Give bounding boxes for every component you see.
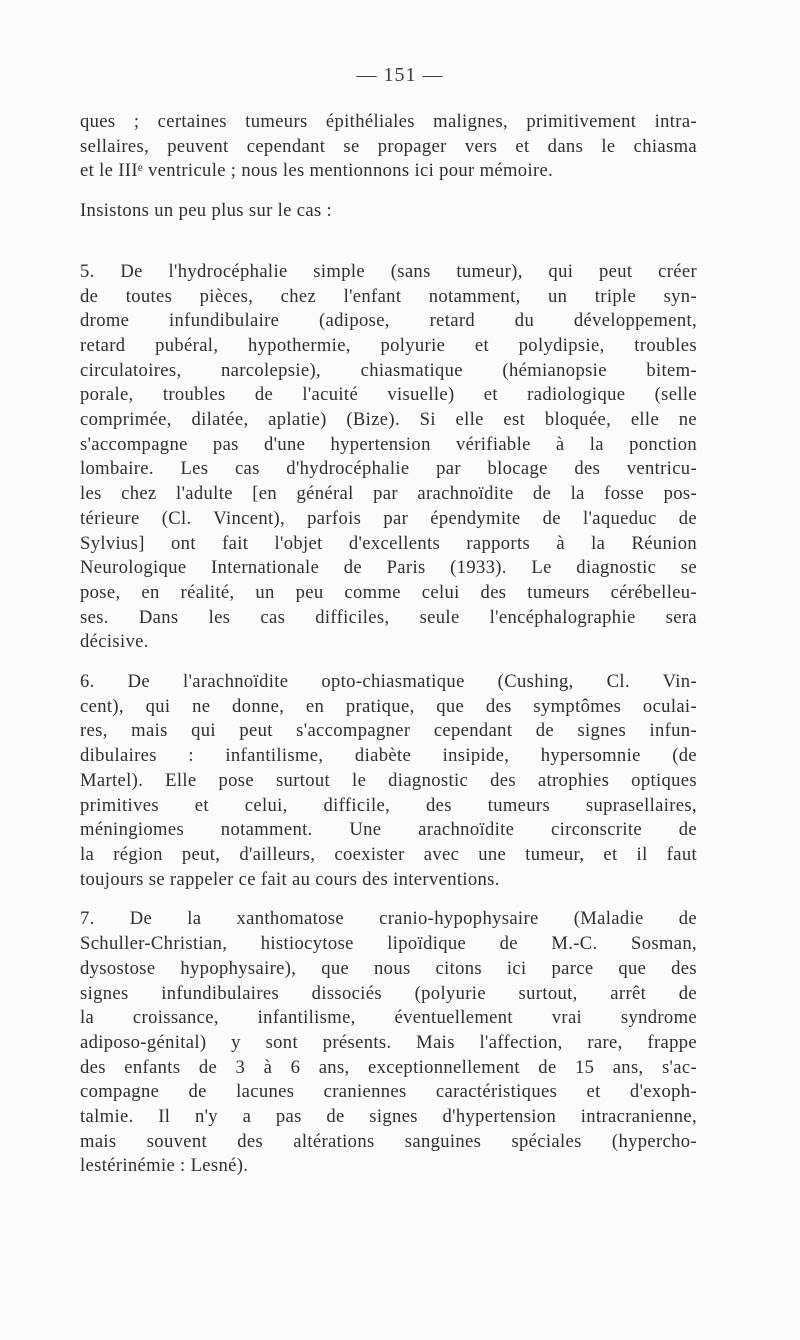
text-line: dibulaires : infantilisme, diabète insipide, hypersomnie (de — [80, 745, 697, 767]
text-line: circulatoires, narcolepsie), chiasmatique (hémianopsie bitem- — [80, 359, 697, 381]
text-line: Insistons un peu plus sur le cas : — [80, 200, 333, 222]
paragraph-intro — [80, 110, 697, 184]
text-line: la région peut, d'ailleurs, coexister avec une tumeur, et il faut — [80, 843, 697, 865]
text-line: méningiomes notamment. Une arachnoïdite circonscrite de — [80, 819, 697, 841]
text-line: Schuller-Christian, histiocytose lipoïdique de M.-C. Sosman, — [80, 933, 697, 955]
text-line: les chez l'adulte [en général par arachnoïdite de la fosse pos- — [80, 483, 697, 505]
text-line: sellaires, peuvent cependant se propager vers et dans le chiasma — [80, 135, 697, 157]
text-line: 5. De l'hydrocéphalie simple (sans tumeur), qui peut créer — [80, 260, 697, 282]
text-line: et le IIIᵉ ventricule ; nous les mentionnons ici pour mémoire. — [80, 160, 554, 182]
text-line: décisive. — [80, 631, 149, 653]
page-number: — 151 — — [356, 64, 444, 86]
text-line: 6. De l'arachnoïdite opto-chiasmatique (Cushing, Cl. Vin- — [80, 671, 697, 693]
text-line: térieure (Cl. Vincent), parfois par épendymite de l'aqueduc de — [80, 507, 697, 529]
text-line: toujours se rappeler ce fait au cours des interventions. — [80, 868, 500, 890]
paragraph-insistons — [80, 199, 697, 224]
text-line: des enfants de 3 à 6 ans, exceptionnellement de 15 ans, s'ac- — [80, 1056, 697, 1078]
text-line: talmie. Il n'y a pas de signes d'hypertension intracranienne, — [80, 1106, 697, 1128]
text-line: drome infundibulaire (adipose, retard du développement, — [80, 310, 697, 332]
text-line: Sylvius] ont fait l'objet d'excellents rapports à la Réunion — [80, 532, 697, 554]
text-line: porale, troubles de l'acuité visuelle) et radiologique (selle — [80, 384, 697, 406]
text-line: la croissance, infantilisme, éventuellement vrai syndrome — [80, 1007, 697, 1029]
text-line: de toutes pièces, chez l'enfant notamment, un triple syn- — [80, 285, 697, 307]
text-line: primitives et celui, difficile, des tumeurs suprasellaires, — [80, 794, 697, 816]
text-line: s'accompagne pas d'une hypertension vérifiable à la ponction — [80, 433, 697, 455]
text-line: 7. De la xanthomatose cranio-hypophysaire (Maladie de — [80, 908, 697, 930]
text-line: compagne de lacunes craniennes caractéristiques et d'exoph- — [80, 1081, 697, 1103]
paragraph-item-7 — [80, 907, 697, 1179]
text-line: signes infundibulaires dissociés (polyurie surtout, arrêt de — [80, 982, 697, 1004]
page-body — [80, 110, 697, 1194]
text-line: retard pubéral, hypothermie, polyurie et polydipsie, troubles — [80, 334, 697, 356]
paragraph-item-5 — [80, 260, 697, 655]
paragraph-item-6 — [80, 670, 697, 892]
text-line: ques ; certaines tumeurs épithéliales malignes, primitivement intra- — [80, 111, 697, 132]
text-line: mais souvent des altérations sanguines spéciales (hypercho- — [80, 1130, 697, 1152]
text-line: pose, en réalité, un peu comme celui des tumeurs cérébelleu- — [80, 581, 697, 603]
text-line: Martel). Elle pose surtout le diagnostic des atrophies optiques — [80, 769, 697, 791]
text-line: comprimée, dilatée, aplatie) (Bize). Si elle est bloquée, elle ne — [80, 409, 697, 431]
text-line: lestérinémie : Lesné). — [80, 1155, 249, 1177]
text-line: adiposo-génital) y sont présents. Mais l'affection, rare, frappe — [80, 1031, 697, 1053]
text-line: cent), qui ne donne, en pratique, que des symptômes oculai- — [80, 695, 697, 717]
text-line: res, mais qui peut s'accompagner cependant de signes infun- — [80, 720, 697, 742]
text-line: dysostose hypophysaire), que nous citons ici parce que des — [80, 957, 697, 979]
text-line: ses. Dans les cas difficiles, seule l'encéphalographie sera — [80, 606, 697, 628]
text-line: Neurologique Internationale de Paris (1933). Le diagnostic se — [80, 557, 697, 579]
text-line: lombaire. Les cas d'hydrocéphalie par blocage des ventricu- — [80, 458, 697, 480]
